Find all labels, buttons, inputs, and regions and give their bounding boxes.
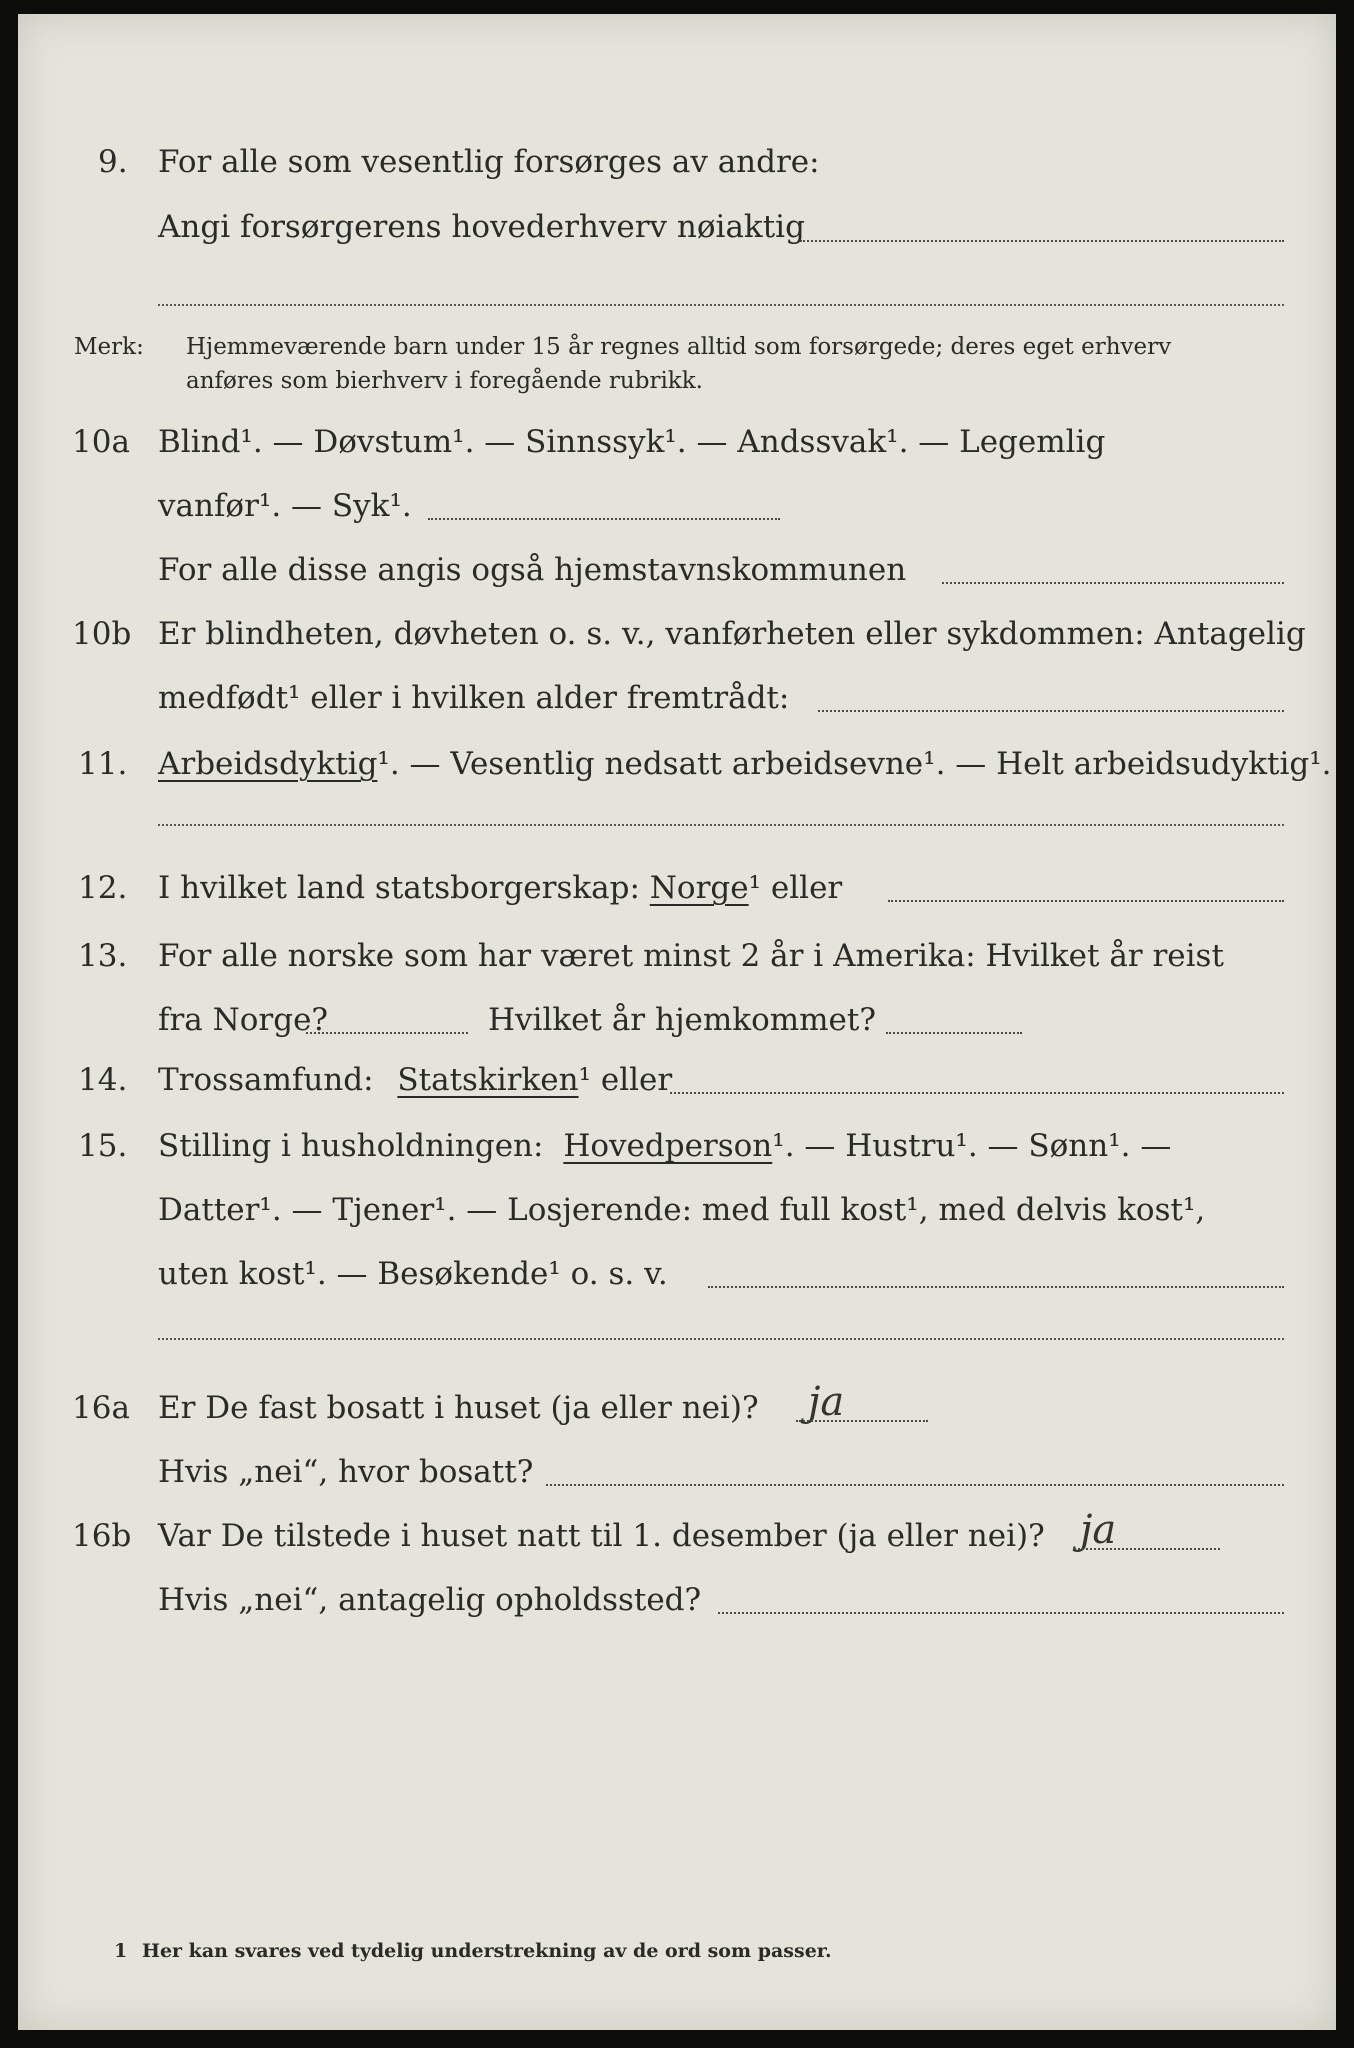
q16b-opholdssted-answer-line[interactable] [718,1612,1284,1614]
q15-line1 [158,1126,1171,1166]
q11-rest: ¹. — Vesentlig nedsatt arbeidsevne¹. — Helt arbeidsudyktig¹. [377,746,1332,782]
footnote-mark: 1 [114,1940,128,1962]
q14-statskirken-option[interactable]: Statskirken [397,1062,579,1098]
q15-hovedperson-option[interactable]: Hovedperson [563,1128,773,1164]
q12-eller: ¹ eller [748,870,843,906]
census-form-page [18,14,1336,2030]
q14-label: Trossamfund: [158,1062,374,1098]
q16a-line2: Hvis „nei“, hvor bosatt? [158,1454,534,1490]
q12-answer-line[interactable] [888,900,1284,902]
q16a-answer-line[interactable] [796,1420,928,1422]
q14-answer-line[interactable] [670,1092,1284,1094]
q16b-answer-line[interactable] [1074,1548,1220,1550]
q10a-hjemstavn-answer-line[interactable] [942,582,1284,584]
q10b-line1: Er blindheten, døvheten o. s. v., vanførheten eller sykdommen: Antagelig [158,616,1306,652]
q16a-bosatt-answer-line[interactable] [546,1484,1284,1486]
q16b-line2: Hvis „nei“, antagelig opholdssted? [158,1582,702,1618]
q16a-line1: Er De fast bosatt i huset (ja eller nei)? [158,1390,759,1426]
q11-separator [158,824,1284,826]
merk-line1: Hjemmeværende barn under 15 år regnes alltid som forsørgede; deres eget erhverv [186,334,1172,360]
q12-label: I hvilket land statsborgerskap: [158,870,640,906]
q10a-line1: Blind¹. — Døvstum¹. — Sinnssyk¹. — Andssvak¹. — Legemlig [158,424,1106,460]
q16a-handwritten-answer[interactable]: ja [808,1379,845,1425]
q13-hjemkommet-answer-line[interactable] [886,1032,1022,1034]
q10b-answer-line[interactable] [818,710,1284,712]
q16b-handwritten-answer[interactable]: ja [1080,1507,1117,1553]
q11-text [158,744,1332,784]
q13-line2a: fra Norge? [158,1002,329,1038]
q15-label: Stilling i husholdningen: [158,1128,544,1164]
q10a-syk-answer-line[interactable] [428,518,780,520]
q9-answer-line[interactable] [800,240,1284,242]
q14-eller: ¹ eller [578,1062,673,1098]
q12-norge-option[interactable]: Norge [649,870,749,906]
q12-number: 12. [78,870,128,906]
q9-line2: Angi forsørgerens hovederhverv nøiaktig [158,209,805,245]
q14-number: 14. [78,1062,128,1098]
merk-label: Merk: [74,334,144,360]
q15-number: 15. [78,1128,128,1164]
q11-arbeidsdyktig-option[interactable]: Arbeidsdyktig [158,746,378,782]
q13-number: 13. [78,938,128,974]
q15-separator [158,1338,1284,1340]
merk-line2: anføres som bierhverv i foregående rubrikk. [186,368,703,394]
q9-separator [158,304,1284,306]
q16b-line1: Var De tilstede i huset natt til 1. desember (ja eller nei)? [158,1518,1045,1554]
q12-text [158,868,842,908]
q10a-line2: vanfør¹. — Syk¹. [158,488,412,524]
q10a-line3: For alle disse angis også hjemstavnskommunen [158,552,907,588]
q16a-number: 16a [72,1390,130,1426]
q16b-number: 16b [72,1518,132,1554]
footnote-text: Her kan svares ved tydelig understrekning av de ord som passer. [142,1940,832,1962]
q15-answer-line[interactable] [708,1286,1284,1288]
q15-line2: Datter¹. — Tjener¹. — Losjerende: med full kost¹, med delvis kost¹, [158,1192,1206,1228]
q10b-number: 10b [72,616,132,652]
q13-line1: For alle norske som har været minst 2 år i Amerika: Hvilket år reist [158,938,1224,974]
q15-line3: uten kost¹. — Besøkende¹ o. s. v. [158,1256,668,1292]
q10a-number: 10a [72,424,130,460]
q9-line1: For alle som vesentlig forsørges av andre: [158,144,820,180]
q10b-line2: medfødt¹ eller i hvilken alder fremtrådt: [158,680,790,716]
q11-number: 11. [78,746,128,782]
q13-reist-answer-line[interactable] [306,1032,468,1034]
q15-line1-rest: ¹. — Hustru¹. — Sønn¹. — [772,1128,1172,1164]
q14-text [158,1060,672,1100]
q9-number: 9. [98,144,128,180]
q13-line2b: Hvilket år hjemkommet? [488,1002,876,1038]
